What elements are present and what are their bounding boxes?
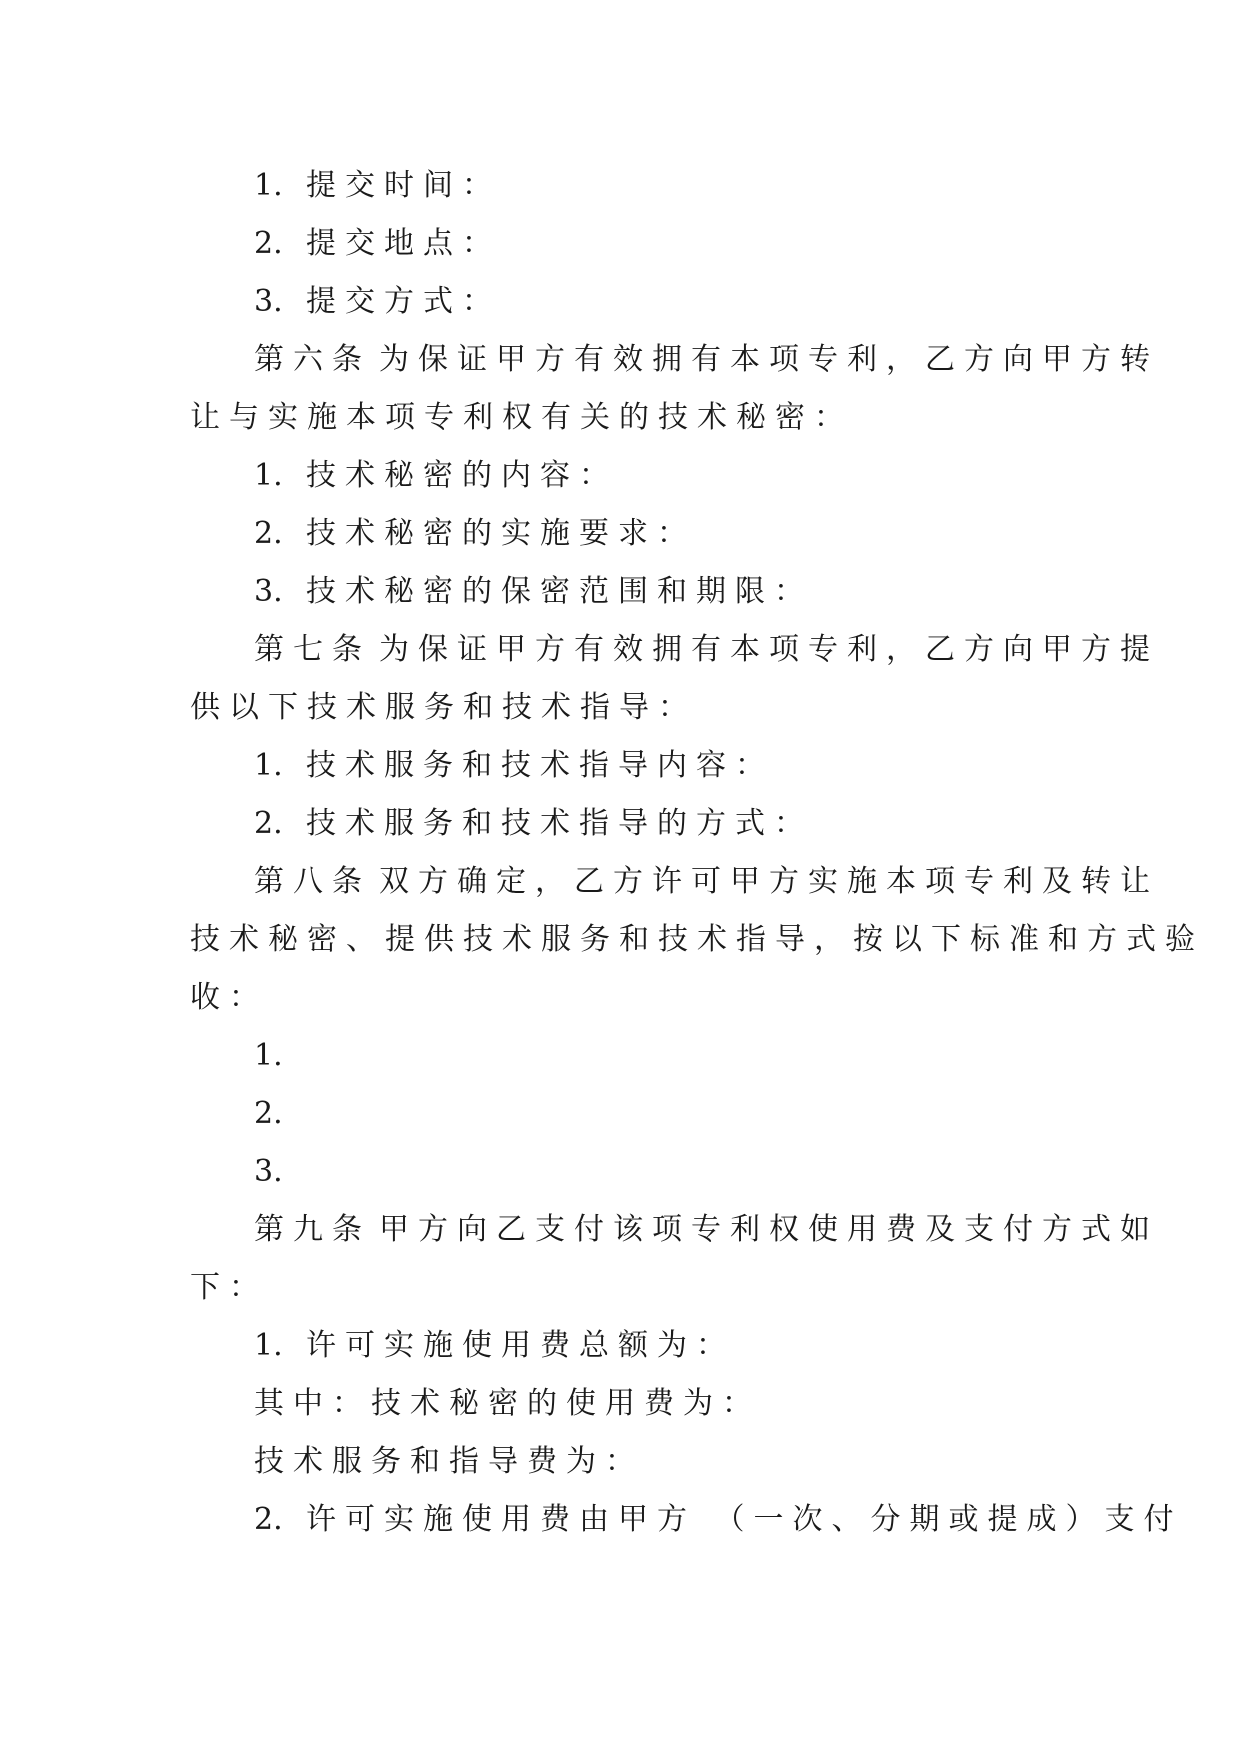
item-number: 3. [254, 1154, 283, 1189]
item-text: 提交地点： [306, 226, 501, 261]
article-text: 为保证甲方有效拥有本项专利，乙方向甲方转 [379, 342, 1159, 377]
article-heading: 第七条 [254, 632, 371, 667]
item-text: 提交时间： [306, 168, 501, 203]
item-number: 3. [254, 284, 283, 319]
article-heading: 第九条 [254, 1212, 371, 1247]
article-8-paragraph [190, 853, 1159, 911]
list-item-service-content [190, 737, 1050, 795]
paragraph-text: 其中：技术秘密的使用费为： [254, 1386, 761, 1421]
list-item-payment-method [190, 1491, 1183, 1549]
paragraph-text: 技术服务和指导费为： [254, 1444, 644, 1479]
item-number: 2. [254, 1502, 283, 1537]
list-item-submit-location [190, 215, 1050, 273]
list-item-acceptance-3 [190, 1143, 1050, 1201]
list-item-total-fee [190, 1317, 1050, 1375]
item-text: 技术服务和技术指导内容： [306, 748, 774, 783]
item-number: 1. [254, 1038, 283, 1073]
list-item-secret-content [190, 447, 1050, 505]
item-number: 2. [254, 1096, 283, 1131]
list-item-secret-requirements [190, 505, 1050, 563]
article-8-continuation-end [190, 969, 1050, 1027]
item-number: 1. [254, 458, 283, 493]
list-item-acceptance-2 [190, 1085, 1050, 1143]
item-text: 提交方式： [306, 284, 501, 319]
article-7-continuation [190, 679, 1050, 737]
item-text: 技术服务和技术指导的方式： [306, 806, 813, 841]
article-9-continuation [190, 1259, 1050, 1317]
article-6-paragraph [190, 331, 1159, 389]
item-text: 技术秘密的保密范围和期限： [306, 574, 813, 609]
item-number: 2. [254, 226, 283, 261]
item-text: 技术秘密的实施要求： [306, 516, 696, 551]
item-number: 1. [254, 1328, 283, 1363]
item-number: 2. [254, 516, 283, 551]
article-text: 甲方向乙支付该项专利权使用费及支付方式如 [379, 1212, 1159, 1247]
item-number: 1. [254, 748, 283, 783]
paragraph-text: 收： [190, 980, 268, 1015]
article-heading: 第八条 [254, 864, 371, 899]
article-text: 双方确定，乙方许可甲方实施本项专利及转让 [379, 864, 1159, 899]
list-item-acceptance-1 [190, 1027, 1050, 1085]
list-item-secret-scope [190, 563, 1050, 621]
article-heading: 第六条 [254, 342, 371, 377]
paragraph-text: 让与实施本项专利权有关的技术秘密： [190, 400, 853, 435]
paragraph-text: 下： [190, 1270, 268, 1305]
article-text: 为保证甲方有效拥有本项专利，乙方向甲方提 [379, 632, 1159, 667]
fee-secret-usage [190, 1375, 1050, 1433]
list-item-submit-method [190, 273, 1050, 331]
article-9-paragraph [190, 1201, 1159, 1259]
item-number: 3. [254, 574, 283, 609]
fee-service-guidance [190, 1433, 1050, 1491]
article-7-paragraph [190, 621, 1159, 679]
list-item-submit-time [190, 157, 1050, 215]
item-text: 许可实施使用费总额为： [306, 1328, 735, 1363]
item-number: 2. [254, 806, 283, 841]
list-item-service-method [190, 795, 1050, 853]
document-body [190, 157, 1204, 1549]
item-text: 技术秘密的内容： [306, 458, 618, 493]
paragraph-text: 技术秘密、提供技术服务和技术指导，按以下标准和方式验 [190, 922, 1204, 957]
article-8-continuation [190, 911, 1204, 969]
item-number: 1. [254, 168, 283, 203]
article-6-continuation [190, 389, 1050, 447]
paragraph-text: 供以下技术服务和技术指导： [190, 690, 697, 725]
item-text: 许可实施使用费由甲方 （一次、分期或提成）支付 [306, 1502, 1183, 1537]
